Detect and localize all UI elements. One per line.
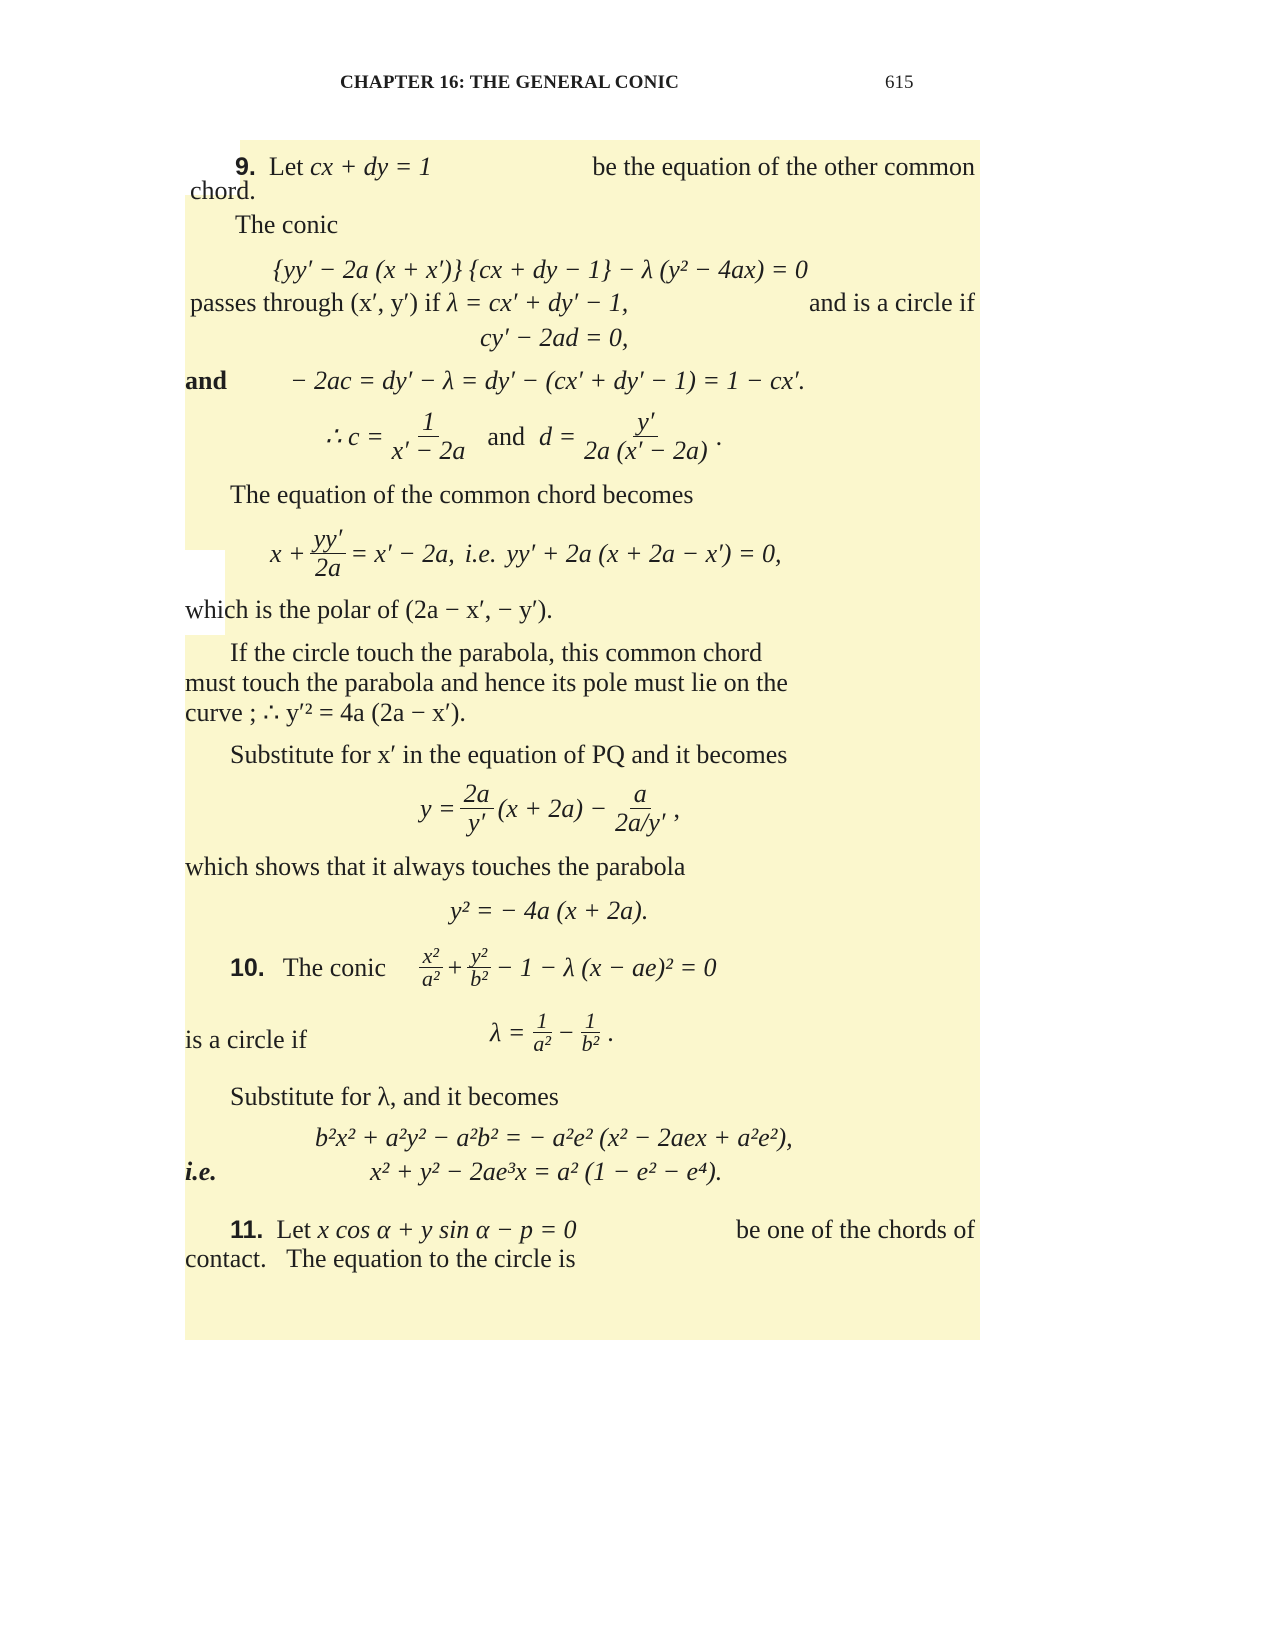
text: λ = (490, 1017, 526, 1047)
denominator: b² (470, 966, 488, 991)
fraction (578, 1010, 604, 1055)
text: passes through (x′, y′) if (190, 288, 441, 317)
p9-touch-3: curve ; ∴ y′² = 4a (2a − x′). (185, 698, 466, 727)
p9-equation-cy: cy′ − 2ad = 0, (480, 323, 629, 352)
numerator: x² (419, 945, 443, 968)
p9-polar: which is the polar of (2a − x′, − y′). (185, 595, 553, 624)
p10-circle-if: is a circle if (185, 1025, 307, 1054)
page-number: 615 (885, 72, 914, 93)
text: Let (268, 152, 304, 181)
scanned-page (185, 140, 980, 1340)
p10-ie: i.e. (185, 1157, 217, 1186)
numerator: y′ (633, 408, 658, 437)
text: ∴ c = (325, 421, 384, 451)
text: i.e. (464, 538, 497, 568)
p9-cd-equation (325, 408, 722, 465)
p11-line-2 (185, 1244, 576, 1274)
denominator: 2a (x′ − 2a) (584, 436, 708, 465)
equation: λ = cx′ + dy′ − 1, (446, 288, 629, 317)
p9-substitute: Substitute for x′ in the equation of PQ and it becomes (230, 740, 788, 769)
denominator: 2a/y′ (615, 808, 666, 837)
fraction (580, 408, 712, 465)
and-label: and (185, 366, 227, 395)
equation: x cos α + y sin α − p = 0 (317, 1215, 577, 1244)
text: d = (538, 421, 577, 451)
p10-equation-1: b²x² + a²y² − a²b² = − a²e² (x² − 2aex + a²e²), (315, 1123, 793, 1152)
denominator: a² (422, 966, 440, 991)
denominator: a² (533, 1031, 551, 1056)
equation: cx + dy = 1 (310, 152, 432, 181)
text: be the equation of the other common (592, 152, 975, 181)
fraction (460, 780, 494, 837)
p9-chord-text: The equation of the common chord becomes (230, 480, 694, 509)
p9-touch-2: must touch the parabola and hence its pole must lie on the (185, 668, 788, 697)
fraction (310, 525, 347, 582)
problem-number: 9. (235, 153, 256, 181)
p9-touch-1: If the circle touch the parabola, this common chord (230, 638, 763, 667)
p10-conic-line (230, 945, 717, 990)
numerator: 1 (418, 408, 439, 437)
p9-y-equation (420, 780, 680, 837)
denominator: 2a (314, 553, 341, 582)
fraction (388, 408, 470, 465)
numerator: y² (467, 945, 491, 968)
p9-line-1 (235, 152, 975, 182)
p10-substitute: Substitute for λ, and it becomes (230, 1082, 559, 1111)
text: contact. (185, 1244, 267, 1273)
denominator: x′ − 2a (391, 436, 466, 465)
numerator: 1 (533, 1010, 552, 1033)
chapter-title: CHAPTER 16: THE GENERAL CONIC (340, 72, 680, 93)
p9-passes-line (190, 288, 975, 318)
text: . (607, 1017, 614, 1047)
text: (x + 2a) − (497, 793, 608, 823)
p11-line-1 (230, 1215, 975, 1245)
text: , (673, 793, 680, 823)
text: and (487, 421, 525, 451)
p9-line-2: chord. (190, 176, 256, 205)
text: . (715, 421, 723, 451)
fraction (529, 1010, 555, 1055)
text: The equation to the circle is (286, 1244, 576, 1273)
p9-shows: which shows that it always touches the parabola (185, 852, 686, 881)
fraction (611, 780, 669, 837)
text: − (558, 1017, 574, 1047)
p9-equation-and: − 2ac = dy′ − λ = dy′ − (cx′ + dy′ − 1) = 1 − cx′. (290, 366, 806, 395)
text: + (447, 952, 463, 982)
text: The conic (282, 952, 386, 982)
p10-equation-2: x² + y² − 2ae³x = a² (1 − e² − e⁴). (370, 1157, 723, 1186)
p10-lambda-equation (490, 1010, 614, 1055)
p9-equation-conic: {yy′ − 2a (x + x′)} {cx + dy − 1} − λ (y² − 4ax) = 0 (273, 255, 808, 284)
text: be one of the chords of (736, 1215, 975, 1244)
p9-conic-label: The conic (235, 210, 339, 239)
problem-number: 11. (230, 1216, 264, 1244)
text: x + (270, 538, 306, 568)
numerator: yy′ (310, 525, 347, 554)
numerator: a (630, 780, 651, 809)
numerator: 1 (581, 1010, 600, 1033)
text: Let (276, 1215, 312, 1244)
text: − 1 − λ (x − ae)² = 0 (495, 952, 717, 982)
problem-number: 10. (230, 953, 265, 982)
denominator: y′ (467, 808, 486, 837)
fraction (418, 945, 444, 990)
p9-chord-equation (270, 525, 782, 582)
numerator: 2a (460, 780, 494, 809)
denominator: b² (581, 1031, 600, 1056)
fraction (466, 945, 492, 990)
text: and is a circle if (808, 288, 975, 317)
text: y = (420, 793, 456, 823)
text: yy′ + 2a (x + 2a − x′) = 0, (506, 538, 782, 568)
p9-parabola-equation: y² = − 4a (x + 2a). (450, 896, 649, 925)
text: = x′ − 2a, (350, 538, 455, 568)
